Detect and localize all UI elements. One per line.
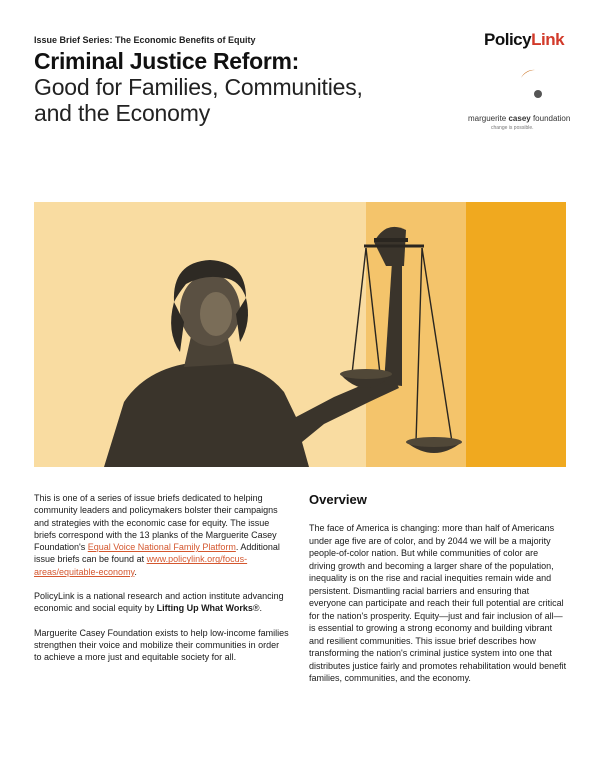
lady-justice-image [34,202,566,467]
intro-text-1b: . Additional issue briefs can be found at [34,542,280,565]
casey-foundation-logo-icon [505,64,551,110]
intro-text-2a: PolicyLink is a national research and action institute advancing economic and social equity by [34,591,284,614]
equal-voice-platform-link[interactable]: Equal Voice National Family Platform [87,542,236,553]
casey-name-part3: foundation [530,114,571,123]
page-subtitle-line-1: Good for Families, Communities, [34,74,363,100]
intro-column [34,492,289,676]
intro-paragraph-3: Marguerite Casey Foundation exists to help low-income families strengthen their voice and mobilize their communities in order to achieve a more just and equitable society for all. [34,627,289,663]
intro-paragraph-2 [34,590,289,615]
casey-name-part1: marguerite [468,114,509,123]
lifting-up-what-works: Lifting Up What Works [156,603,253,614]
policylink-logo-part2: Link [531,30,565,49]
intro-text-1c: . [134,566,137,577]
series-label: Issue Brief Series: The Economic Benefits of Equity [34,35,256,45]
casey-name-part2: casey [508,114,531,123]
overview-heading: Overview [309,492,367,507]
policylink-logo [484,30,564,50]
intro-paragraph-1 [34,492,289,578]
page-subtitle-line-2: and the Economy [34,100,211,126]
overview-body: The face of America is changing: more than half of Americans under age five are of color, and by 2044 we will be a majority people-of-color nation. But while communities of color are driving growth and becoming a larger share of the population, inequality is on the rise and racial inequities remain wide and persistent. Dismantling racial barriers and ensuring that everyone can participate and reach their full potential are critical for the nation's prosperity. Equity—just and fair inclusion of all—is essential to growing a strong economy and building vibrant and resilient communities. This issue brief describes how transforming the nation's criminal justice system into one that distributes justice fairly and promotes rehabilitation would benefit families, communities, and the economy. [309,523,567,683]
page-title: Criminal Justice Reform: [34,48,300,74]
lady-justice-banner [34,202,566,467]
registered-mark: ® [252,603,260,614]
casey-foundation-name [468,114,570,123]
policylink-logo-part1: Policy [484,30,532,49]
intro-text-2c: . [259,603,263,614]
casey-foundation-tagline: change is possible. [491,125,534,131]
overview-column [309,492,567,685]
policylink-equitable-economy-link[interactable]: www.policylink.org/focus-areas/equitable-economy [34,554,248,577]
intro-text-1a: This is one of a series of issue briefs dedicated to helping community leaders and policymakers bolster their campaigns and strategies with the economic case for equity. The issue briefs correspond with the 13 planks of the Marguerite Casey Foundation's [34,493,278,553]
